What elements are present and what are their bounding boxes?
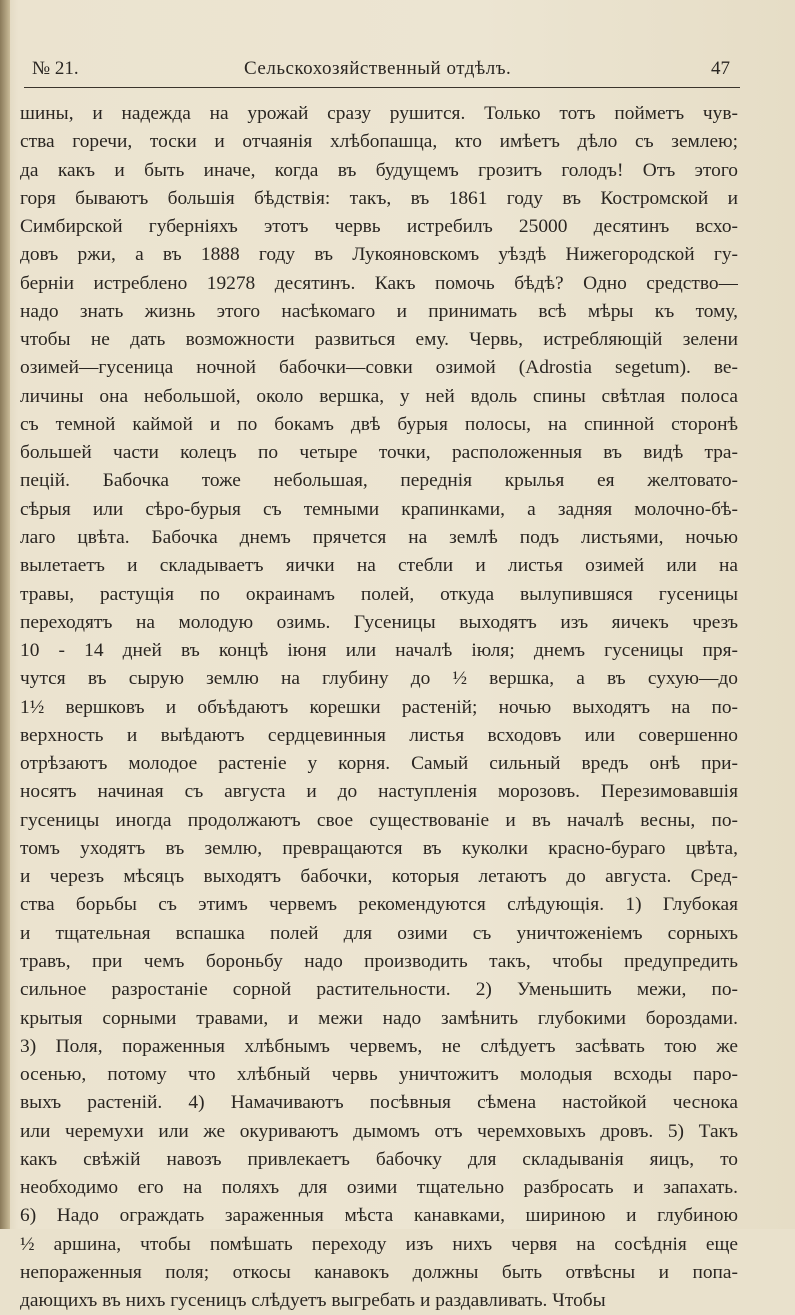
section-title: Сельскохозяйственный отдѣлъ.: [244, 58, 512, 79]
text-line: лаго цвѣта. Бабочка днемъ прячется на землѣ подъ листьями, ночью: [20, 526, 738, 548]
text-line: переходятъ на молодую озимь. Гусеницы выходятъ изъ яичекъ чрезъ: [20, 611, 738, 633]
text-line: озимей—гусеница ночной бабочки—совки озимой (Adrostia segetum). ве-: [20, 357, 738, 379]
text-line: Симбирской губерніяхъ этотъ червь истребилъ 25000 десятинъ всхо-: [20, 216, 738, 238]
text-line: ства борьбы съ этимъ червемъ рекомендуются слѣдующія. 1) Глубокая: [20, 894, 738, 916]
text-line: большей части колецъ по четыре точки, расположенныя въ видѣ тра-: [20, 442, 738, 464]
text-line: съ темной каймой и по бокамъ двѣ бурыя полосы, на спинной сторонѣ: [20, 413, 738, 435]
book-spine-edge: [0, 0, 10, 1229]
text-line: и черезъ мѣсяцъ выходятъ бабочки, которыя летаютъ до августа. Сред-: [20, 866, 738, 888]
running-header: [24, 56, 736, 88]
text-line: вылетаетъ и складываетъ яички на стебли и листья озимей или на: [20, 555, 738, 577]
text-line: травъ, при чемъ бороньбу надо производить такъ, чтобы предупредить: [20, 950, 738, 972]
text-line: пецій. Бабочка тоже небольшая, переднія крылья ея желтовато-: [20, 470, 738, 492]
text-line: 3) Поля, пораженныя хлѣбнымъ червемъ, не слѣдуетъ засѣвать тою же: [20, 1035, 738, 1057]
text-line: надо знать жизнь этого насѣкомаго и принимать всѣ мѣры къ тому,: [20, 300, 738, 322]
text-line: довъ ржи, а въ 1888 году въ Лукояновскомъ уѣздѣ Нижегородской гу-: [20, 244, 738, 266]
header-rule: [24, 87, 740, 88]
text-line: 10 - 14 дней въ концѣ іюня или началѣ іюля; днемъ гусеницы пря-: [20, 640, 738, 662]
text-line: или черемухи или же окуриваютъ дымомъ отъ черемховыхъ дровъ. 5) Такъ: [20, 1120, 738, 1142]
page-number: 47: [711, 58, 730, 79]
text-line: 1½ вершковъ и объѣдаютъ корешки растеній; ночью выходятъ на по-: [20, 696, 738, 718]
text-line: 6) Надо ограждать зараженныя мѣста канавками, шириною и глубиною: [20, 1205, 738, 1227]
text-line: чутся въ сырую землю на глубину до ½ вершка, а въ сухую—до: [20, 668, 738, 690]
text-line: верхность и выѣдаютъ сердцевинныя листья всходовъ или совершенно: [20, 724, 738, 746]
text-line: чтобы не дать возможности развиться ему. Червь, истребляющій зелени: [20, 329, 738, 351]
text-line: отрѣзаютъ молодое растеніе у корня. Самый сильный вредъ онѣ при-: [20, 753, 738, 775]
text-line: сѣрыя или сѣро-бурыя съ темными крапинками, а задняя молочно-бѣ-: [20, 498, 738, 520]
text-line: берніи истреблено 19278 десятинъ. Какъ помочь бѣдѣ? Одно средство—: [20, 272, 738, 294]
text-line: томъ уходятъ въ землю, превращаются въ куколки красно-бураго цвѣта,: [20, 837, 738, 859]
issue-number: № 21.: [32, 58, 79, 79]
text-line: дающихъ въ нихъ гусеницъ слѣдуетъ выгребать и раздавливать. Чтобы: [20, 1290, 606, 1312]
text-line: выхъ растеній. 4) Намачиваютъ посѣвныя сѣмена настойкой чеснока: [20, 1092, 738, 1114]
text-line: носятъ начиная съ августа и до наступленія морозовъ. Перезимовавшія: [20, 781, 738, 803]
text-line: личины она небольшой, около вершка, у ней вдоль спины свѣтлая полоса: [20, 385, 738, 407]
text-line: да какъ и быть иначе, когда въ будущемъ грозитъ голодъ! Отъ этого: [20, 159, 738, 181]
text-line: травы, растущія по окраинамъ полей, откуда вылупившяся гусеницы: [20, 583, 738, 605]
text-line: ½ аршина, чтобы помѣшать переходу изъ нихъ червя на сосѣднія еще: [20, 1233, 738, 1255]
article-body: [20, 100, 738, 1315]
text-line: осенью, потому что хлѣбный червь уничтожитъ молодыя всходы паро-: [20, 1064, 738, 1086]
text-line: непораженныя поля; откосы канавокъ должны быть отвѣсны и попа-: [20, 1261, 738, 1283]
text-line: гусеницы иногда продолжаютъ свое существованіе и въ началѣ весны, по-: [20, 809, 738, 831]
text-line: шины, и надежда на урожай сразу рушится. Только тотъ пойметъ чув-: [20, 103, 738, 124]
text-line: горя бываютъ большія бѣдствія: такъ, въ 1861 году въ Костромской и: [20, 187, 738, 209]
text-line: и тщательная вспашка полей для озими съ уничтоженіемъ сорныхъ: [20, 922, 738, 944]
text-line: ства горечи, тоски и отчаянія хлѣбопашца, кто имѣетъ дѣло съ землею;: [20, 131, 738, 153]
text-line: необходимо его на поляхъ для озими тщательно разбросать и запахать.: [20, 1177, 738, 1199]
text-line: какъ свѣжій навозъ привлекаетъ бабочку для складыванія яицъ, то: [20, 1148, 738, 1170]
text-line: сильное разростаніе сорной растительности. 2) Уменьшить межи, по-: [20, 979, 738, 1001]
text-line: крытыя сорными травами, и межи надо замѣнить глубокими бороздами.: [20, 1007, 738, 1029]
